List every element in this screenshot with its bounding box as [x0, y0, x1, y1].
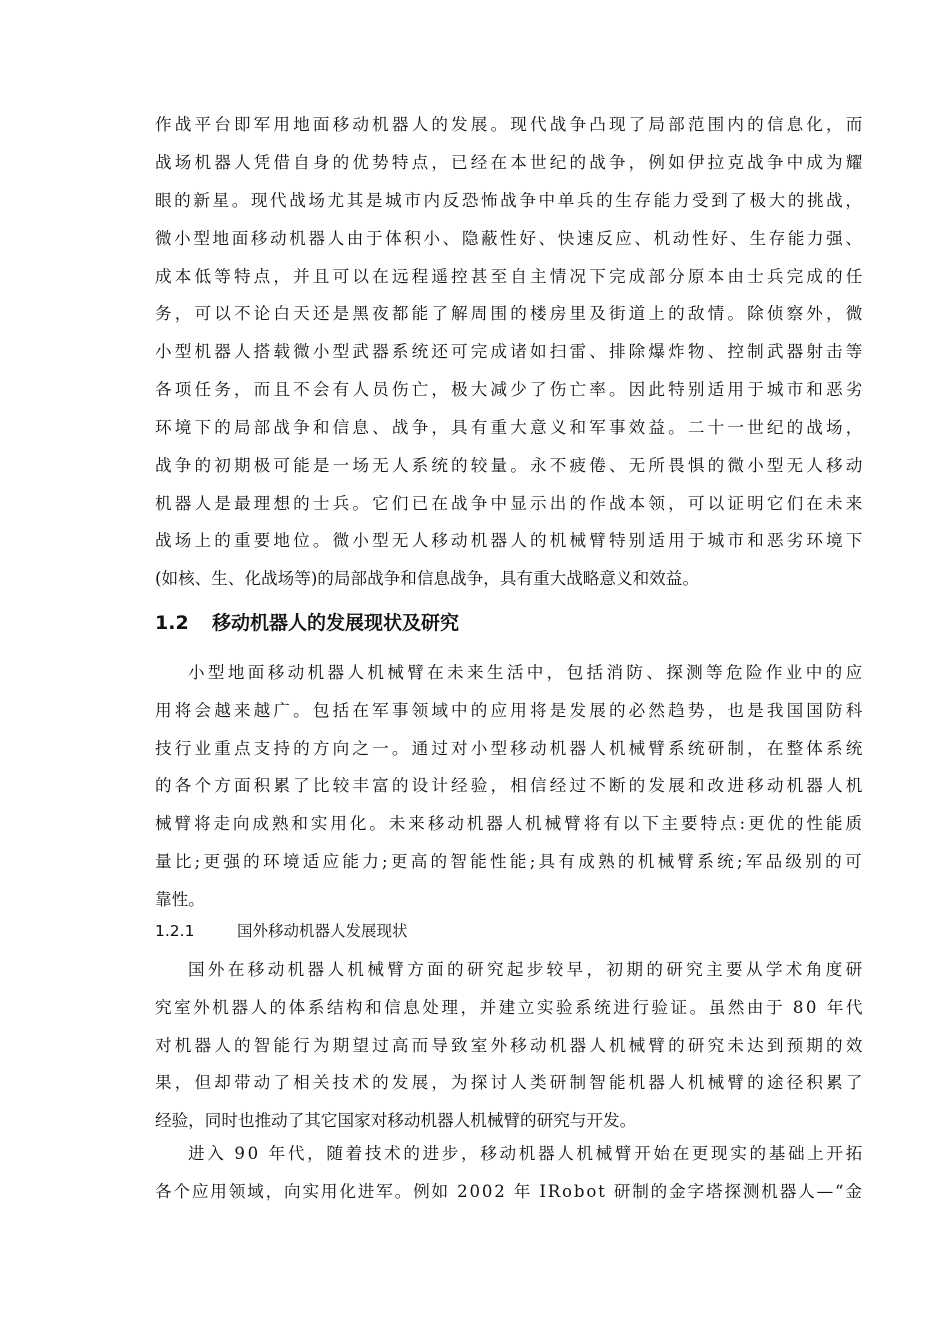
- paragraph-line: 战争的初期极可能是一场无人系统的较量。永不疲倦、无所畏惧的微小型无人移动: [155, 456, 866, 475]
- paragraph-line: 用将会越来越广。包括在军事领域中的应用将是发展的必然趋势，也是我国国防科: [155, 701, 866, 720]
- paragraph-line: (如核、生、化战场等)的局部战争和信息战争，具有重大战略意义和效益。: [155, 569, 699, 588]
- paragraph-line: 量比;更强的环境适应能力;更高的智能性能;具有成熟的机械臂系统;军品级别的可: [155, 852, 865, 871]
- paragraph-line: 成本低等特点，并且可以在远程遥控甚至自主情况下完成部分原本由士兵完成的任: [155, 267, 866, 286]
- paragraph-line: 各项任务，而且不会有人员伤亡，极大减少了伤亡率。因此特别适用于城市和恶劣: [155, 380, 866, 399]
- section-number: 1.2: [155, 612, 189, 634]
- paragraph-line: 务，可以不论白天还是黑夜都能了解周围的楼房里及街道上的敌情。除侦察外，微: [155, 304, 866, 323]
- paragraph-line: 经验，同时也推动了其它国家对移动机器人机械臂的研究与开发。: [155, 1111, 637, 1130]
- paragraph-line: 究室外机器人的体系结构和信息处理，并建立实验系统进行验证。虽然由于 80 年代: [155, 998, 865, 1017]
- paragraph-line: 对机器人的智能行为期望过高而导致室外移动机器人机械臂的研究未达到预期的效: [155, 1036, 866, 1055]
- paragraph-line: 眼的新星。现代战场尤其是城市内反恐怖战争中单兵的生存能力受到了极大的挑战，: [155, 191, 865, 210]
- section-title: 国外移动机器人发展现状: [237, 922, 408, 940]
- paragraph-line: 微小型地面移动机器人由于体积小、隐蔽性好、快速反应、机动性好、生存能力强、: [155, 229, 865, 248]
- paragraph-line: 战场上的重要地位。微小型无人移动机器人的机械臂特别适用于城市和恶劣环境下: [155, 531, 866, 550]
- section-heading-1-2-1: [155, 920, 408, 942]
- paragraph-line: 技行业重点支持的方向之一。通过对小型移动机器人机械臂系统研制，在整体系统: [155, 739, 866, 758]
- paragraph-line: 小型地面移动机器人机械臂在未来生活中，包括消防、探测等危险作业中的应: [188, 663, 866, 682]
- section-heading-1-2: [155, 610, 459, 636]
- paragraph-line: 国外在移动机器人机械臂方面的研究起步较早，初期的研究主要从学术角度研: [188, 960, 866, 979]
- paragraph-line: 战场机器人凭借自身的优势特点，已经在本世纪的战争，例如伊拉克战争中成为耀: [155, 153, 866, 172]
- paragraph-line: 机器人是最理想的士兵。它们已在战争中显示出的作战本领，可以证明它们在未来: [155, 494, 866, 513]
- paragraph-line: 的各个方面积累了比较丰富的设计经验，相信经过不断的发展和改进移动机器人机: [155, 776, 866, 795]
- paragraph-line: 靠性。: [155, 890, 205, 909]
- paragraph-line: 小型机器人搭载微小型武器系统还可完成诸如扫雷、排除爆炸物、控制武器射击等: [155, 342, 866, 361]
- paragraph-line: 进入 90 年代，随着技术的进步，移动机器人机械臂开始在更现实的基础上开拓: [188, 1144, 865, 1163]
- paragraph-line: 环境下的局部战争和信息、战争，具有重大意义和军事效益。二十一世纪的战场，: [155, 418, 866, 437]
- paragraph-line: 各个应用领域，向实用化进军。例如 2002 年 IRobot 研制的金字塔探测机器人—“金: [155, 1182, 864, 1201]
- paragraph-line: 械臂将走向成熟和实用化。未来移动机器人机械臂将有以下主要特点:更优的性能质: [155, 814, 865, 833]
- section-title: 移动机器人的发展现状及研究: [212, 612, 460, 634]
- paragraph-line: 作战平台即军用地面移动机器人的发展。现代战争凸现了局部范围内的信息化，而: [155, 115, 866, 134]
- paragraph-line: 果，但却带动了相关技术的发展，为探讨人类研制智能机器人机械臂的途径积累了: [155, 1073, 866, 1092]
- section-number: 1.2.1: [155, 922, 195, 940]
